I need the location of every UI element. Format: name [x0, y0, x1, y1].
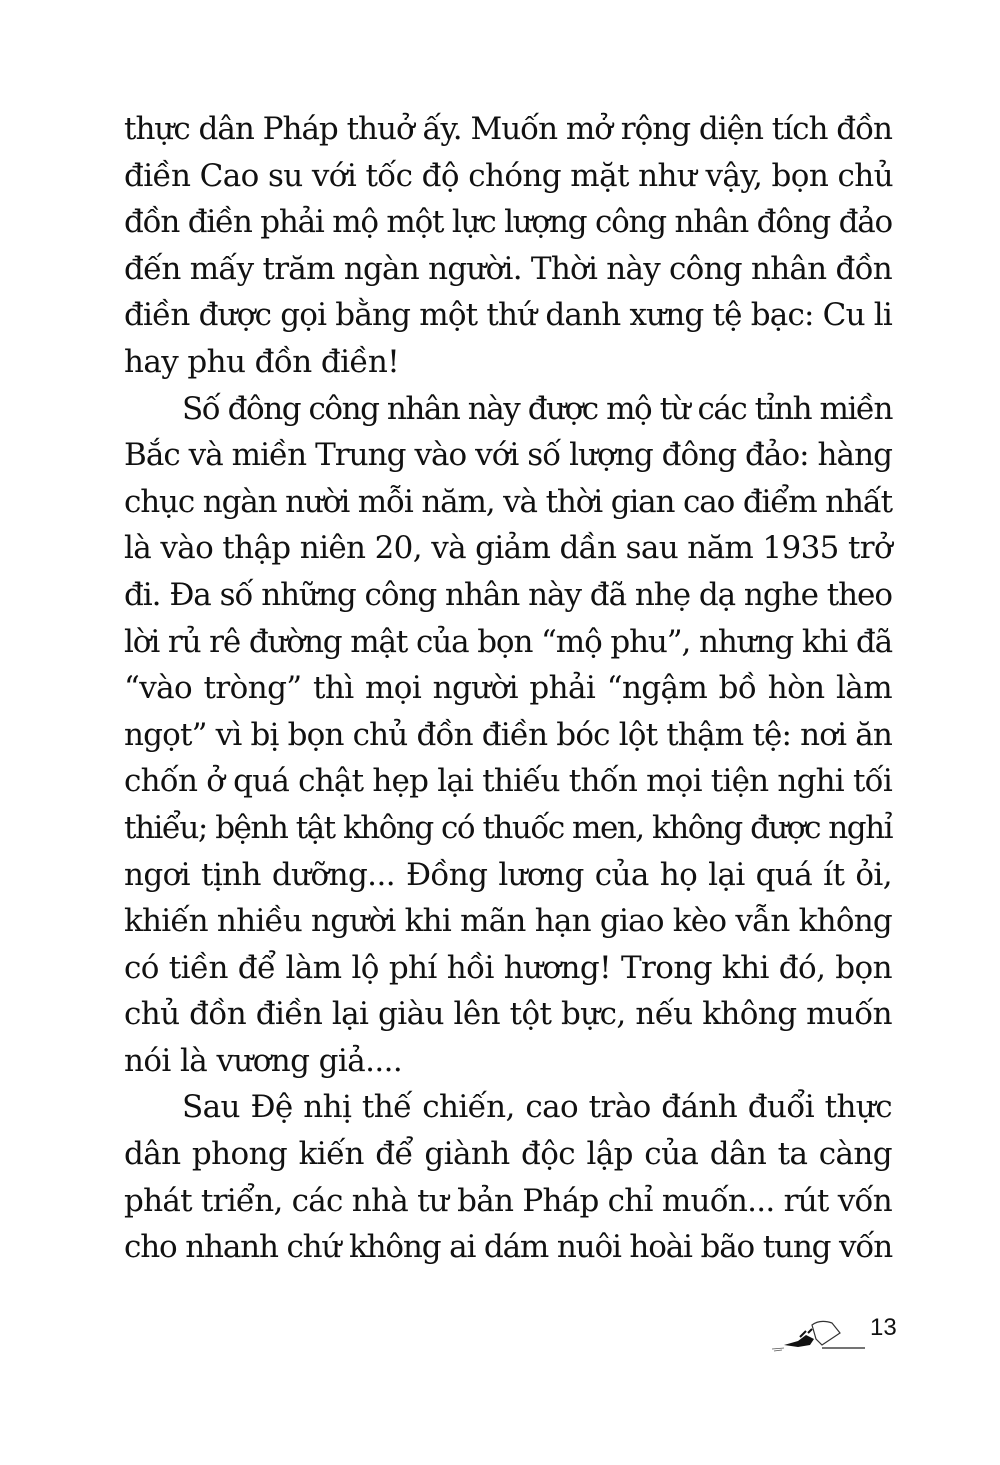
text-line: thiểu; bệnh tật không có thuốc men, không được nghỉ	[124, 809, 892, 846]
text-line: có tiền để làm lộ phí hồi hương! Trong khi đó, bọn	[124, 949, 892, 986]
hand-writing-icon	[770, 1315, 870, 1355]
text-line: đi. Đa số những công nhân này đã nhẹ dạ nghe theo	[124, 576, 892, 613]
text-line: thực dân Pháp thuở ấy. Muốn mở rộng diện tích đồn	[124, 111, 892, 147]
text-line: ngơi tịnh dưỡng... Đồng lương của họ lại quá ít ỏi,	[124, 856, 892, 893]
text-line: dân phong kiến để giành độc lập của dân ta càng	[124, 1136, 892, 1173]
text-line: là vào thập niên 20, và giảm dần sau năm 1935 trở	[124, 530, 892, 567]
text-line: ngọt” vì bị bọn chủ đồn điền bóc lột thậm tệ: nơi ăn	[124, 716, 892, 753]
text-line: Sau Đệ nhị thế chiến, cao trào đánh đuổi thực	[182, 1089, 892, 1126]
text-line: phát triển, các nhà tư bản Pháp chỉ muốn... rút vốn	[124, 1182, 892, 1219]
text-line: Số đông công nhân này được mộ từ các tỉnh miền	[182, 390, 892, 427]
text-line: hay phu đồn điền!	[124, 343, 400, 380]
text-line: Bắc và miền Trung vào với số lượng đông đảo: hàng	[124, 437, 892, 474]
text-line: nói là vương giả....	[124, 1042, 403, 1079]
text-line: chủ đồn điền lại giàu lên tột bực, nếu không muốn	[124, 996, 892, 1033]
page-number: 13	[870, 1314, 897, 1341]
text-line: chục ngàn nười mỗi năm, và thời gian cao điểm nhất	[124, 483, 892, 520]
text-line: cho nhanh chứ không ai dám nuôi hoài bão tung vốn	[124, 1229, 892, 1266]
text-line: “vào tròng” thì mọi người phải “ngậm bồ hòn làm	[124, 670, 892, 707]
text-line: đến mấy trăm ngàn người. Thời này công nhân đồn	[124, 250, 892, 287]
text-line: lời rủ rê đường mật của bọn “mộ phu”, nhưng khi đã	[124, 623, 892, 660]
page-body	[124, 106, 892, 1271]
text-line: điền Cao su với tốc độ chóng mặt như vậy, bọn chủ	[124, 157, 893, 194]
text-line: chốn ở quá chật hẹp lại thiếu thốn mọi tiện nghi tối	[124, 763, 892, 800]
text-line: đồn điền phải mộ một lực lượng công nhân đông đảo	[124, 204, 892, 241]
text-line: điền được gọi bằng một thứ danh xưng tệ bạc: Cu li	[124, 297, 892, 334]
text-line: khiến nhiều người khi mãn hạn giao kèo vẫn không	[124, 903, 892, 940]
page-footer	[770, 1310, 910, 1360]
